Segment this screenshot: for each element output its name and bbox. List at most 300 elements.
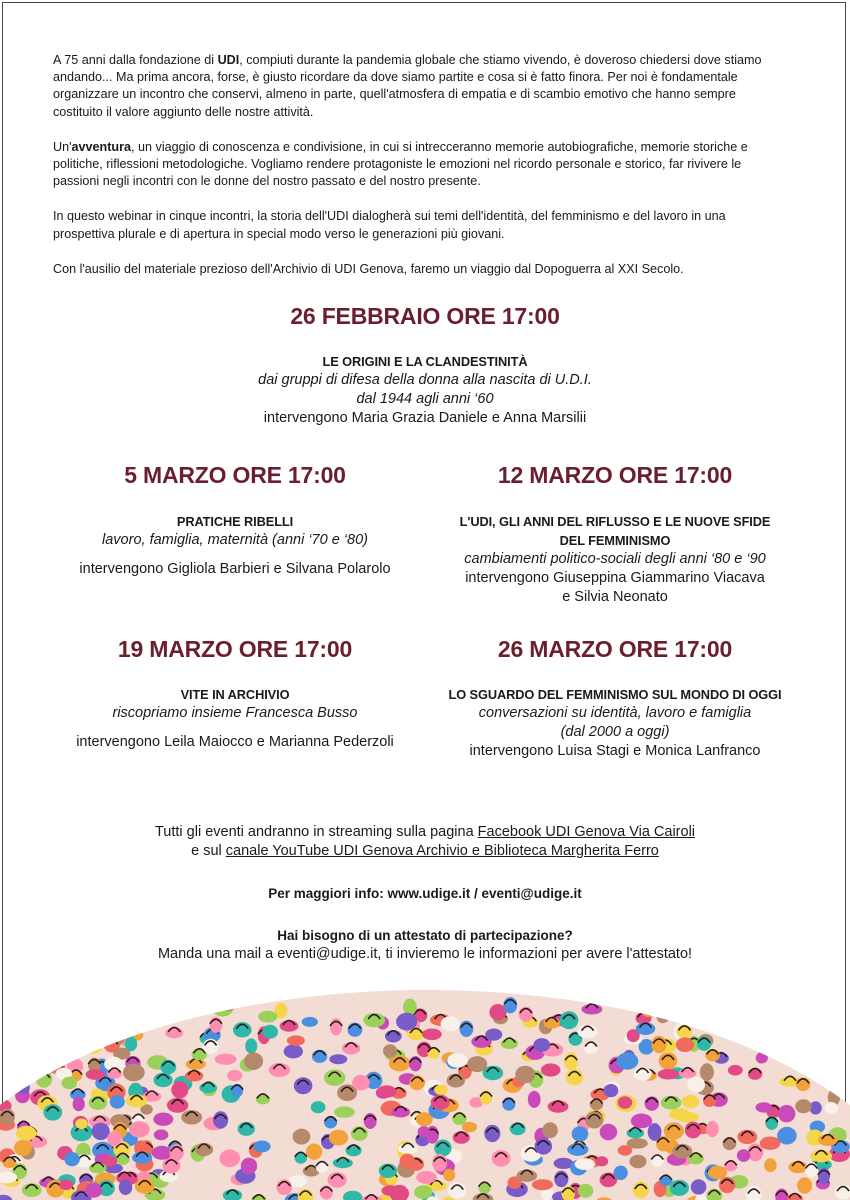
- crowd-head: [82, 1000, 96, 1016]
- crowd-head: [403, 999, 417, 1016]
- crowd-head: [701, 1008, 721, 1020]
- crowd-head: [132, 997, 152, 1015]
- crowd-head: [67, 1039, 80, 1055]
- crowd-head: [64, 1152, 79, 1166]
- crowd-head: [452, 1112, 466, 1125]
- crowd-head: [129, 1121, 150, 1137]
- crowd-head: [582, 1004, 603, 1014]
- crowd-hair: [830, 1020, 842, 1025]
- crowd-head: [244, 1052, 263, 1070]
- crowd-head: [641, 1003, 657, 1017]
- crowd-head: [329, 1130, 348, 1146]
- crowd-hair: [84, 1012, 96, 1017]
- crowd-head: [346, 1145, 362, 1157]
- crowd-head: [756, 1052, 768, 1063]
- crowd-head: [27, 1002, 40, 1015]
- crowd-head: [669, 1008, 681, 1021]
- crowd-head: [800, 999, 815, 1012]
- crowd-head: [694, 1010, 709, 1021]
- crowd-head: [813, 1072, 826, 1082]
- crowd-head: [120, 1005, 137, 1019]
- event-1-title: LE ORIGINI E LA CLANDESTINITÀ: [322, 354, 528, 369]
- crowd-head: [85, 1031, 98, 1043]
- crowd-head: [383, 1044, 397, 1057]
- crowd-head: [287, 1035, 305, 1045]
- crowd-head: [54, 1042, 68, 1056]
- crowd-head: [416, 1171, 437, 1184]
- crowd-head: [186, 1059, 206, 1070]
- crowd-head: [185, 1070, 203, 1081]
- crowd-head: [107, 1068, 122, 1078]
- crowd-head: [777, 1127, 797, 1145]
- event-5-title: LO SGUARDO DEL FEMMINISMO SUL MONDO DI OGGI: [448, 687, 782, 702]
- crowd-hair: [55, 1044, 67, 1049]
- crowd-head: [533, 1038, 550, 1052]
- event-3-subtitle: cambiamenti politico-sociali degli anni ‘80 e ‘90: [464, 551, 766, 567]
- crowd-head: [669, 1108, 690, 1120]
- crowd-head: [377, 1085, 397, 1097]
- crowd-hair: [723, 1020, 735, 1025]
- crowd-head: [797, 1177, 812, 1193]
- crowd-head: [732, 1021, 744, 1036]
- crowd-head: [86, 1069, 105, 1080]
- crowd-head: [329, 1054, 347, 1064]
- crowd-head: [311, 1101, 326, 1113]
- event-1-speakers: intervengono Maria Grazia Daniele e Anna Marsilii: [263, 410, 587, 426]
- crowd-hair: [26, 1007, 38, 1012]
- crowd-head: [815, 1031, 833, 1042]
- crowd-head: [617, 1053, 639, 1070]
- crowd-hair: [732, 1023, 744, 1028]
- crowd-head: [381, 1185, 400, 1196]
- crowd-hair: [9, 1036, 21, 1041]
- crowd-head: [723, 1137, 737, 1150]
- crowd-head: [333, 1158, 353, 1168]
- crowd-head: [614, 1166, 628, 1180]
- event-1: [0, 352, 850, 428]
- crowd-head: [131, 1016, 145, 1032]
- crowd-head: [104, 1038, 120, 1053]
- crowd-head: [596, 1156, 608, 1166]
- crowd-head: [28, 1060, 50, 1072]
- crowd-head: [73, 1036, 87, 1052]
- crowd-hair: [146, 1000, 158, 1005]
- crowd-head: [199, 1083, 217, 1094]
- certificate-info: [0, 926, 850, 964]
- crowd-hair: [106, 1036, 118, 1041]
- crowd-head: [804, 1063, 820, 1077]
- crowd-head: [146, 998, 158, 1014]
- crowd-head: [125, 1037, 137, 1051]
- crowd-hair: [801, 1060, 813, 1065]
- crowd-hair: [66, 1032, 78, 1037]
- crowd-head: [434, 1085, 448, 1095]
- crowd-head: [83, 1038, 103, 1053]
- crowd-hair: [11, 1033, 23, 1038]
- crowd-hair: [27, 1038, 39, 1043]
- crowd-hair: [759, 1021, 771, 1026]
- crowd-head: [443, 1169, 455, 1182]
- crowd-hair: [123, 1006, 135, 1011]
- crowd-head: [41, 1007, 58, 1021]
- crowd-head: [110, 1095, 125, 1109]
- crowd-head: [567, 1143, 588, 1156]
- crowd-head: [640, 998, 660, 1015]
- crowd-head: [422, 1029, 442, 1041]
- crowd-head: [312, 1050, 327, 1063]
- crowd-head: [15, 1039, 30, 1057]
- certificate-question: Hai bisogno di un attestato di partecipazione?: [277, 928, 573, 943]
- intro-paragraph-2: Un'avventura, un viaggio di conoscenza e condivisione, in cui si intrecceranno memorie autobiografiche, memorie storiche e politiche, riflessioni metodologiche. Vogliamo rendere protagoniste le emozioni nel ricordo personale e storico, far rivivere le passioni negli incontri con le donne del nostro passato e del nostro presente.: [53, 139, 748, 189]
- crowd-head: [75, 1119, 87, 1130]
- crowd-head: [28, 1011, 50, 1025]
- event-3-title: L'UDI, GLI ANNI DEL RIFLUSSO E LE NUOVE SFIDE: [459, 514, 771, 529]
- crowd-head: [825, 1102, 838, 1114]
- crowd-head: [761, 1036, 782, 1052]
- crowd-head: [73, 1097, 85, 1112]
- crowd-head: [59, 1179, 73, 1190]
- crowd-head: [627, 1128, 645, 1138]
- crowd-head: [657, 1011, 669, 1023]
- crowd-head: [810, 1150, 832, 1163]
- crowd-head: [80, 1012, 100, 1024]
- crowd-head: [809, 1046, 830, 1064]
- event-4-subtitle: riscopriamo insieme Francesca Busso: [112, 705, 358, 721]
- crowd-hair: [71, 1014, 83, 1019]
- crowd-head: [10, 1066, 23, 1080]
- crowd-head: [10, 1068, 32, 1084]
- crowd-head: [103, 1156, 117, 1167]
- crowd-head: [700, 1063, 714, 1081]
- crowd-head: [769, 1021, 788, 1036]
- crowd-head: [334, 1106, 355, 1117]
- event-5-period: (dal 2000 a oggi): [560, 724, 670, 740]
- event-4-date: 19 MARZO ORE 17:00: [117, 636, 353, 662]
- crowd-head: [575, 1158, 595, 1170]
- crowd-head: [673, 1011, 692, 1022]
- crowd-hair: [64, 1004, 76, 1009]
- crowd-head: [462, 1122, 477, 1132]
- event-3-date: 12 MARZO ORE 17:00: [497, 462, 733, 488]
- crowd-hair: [124, 1029, 136, 1034]
- crowd-head: [760, 1137, 781, 1150]
- crowd-head: [604, 1084, 619, 1097]
- crowd-hair: [86, 1031, 98, 1036]
- crowd-hair: [33, 1013, 45, 1018]
- crowd-head: [447, 1053, 468, 1068]
- crowd-head: [517, 1170, 538, 1182]
- crowd-head: [414, 1185, 432, 1199]
- event-4-title: VITE IN ARCHIVIO: [180, 687, 290, 702]
- crowd-hair: [821, 1016, 833, 1021]
- event-1-date: 26 FEBBRAIO ORE 17:00: [290, 303, 560, 329]
- intro-paragraph-1: A 75 anni dalla fondazione di UDI, compiuti durante la pandemia globale che stiamo vivendo, è doveroso chiedersi dove stiamo andando... Ma prima ancora, forse, è giusto ricordare da dove siamo partite e cosa si è fatto finora. Per noi è fondamentale organizzare un incontro che conservi, almeno in parte, quell'atmosfera di empatia e di scambio emotivo che hanno sempre costituito il valore aggiunto delle nostre attività.: [53, 53, 762, 119]
- crowd-head: [253, 1141, 270, 1153]
- crowd-head: [541, 1063, 561, 1076]
- crowd-head: [827, 1018, 845, 1032]
- crowd-head: [542, 1122, 557, 1138]
- crowd-head: [501, 1038, 518, 1049]
- crowd-head: [241, 1158, 257, 1175]
- crowd-head: [154, 1129, 169, 1140]
- crowd-head: [195, 1143, 213, 1156]
- crowd-hair: [87, 1041, 99, 1046]
- crowd-head: [600, 1124, 618, 1140]
- crowd-head: [841, 1042, 850, 1055]
- event-4-speakers: intervengono Leila Maiocco e Marianna Pederzoli: [76, 734, 394, 750]
- crowd-head: [119, 1179, 132, 1195]
- crowd-head: [125, 999, 145, 1017]
- event-2-subtitle: lavoro, famiglia, maternità (anni ‘70 e ‘80): [102, 532, 368, 548]
- crowd-hair: [814, 1049, 826, 1054]
- crowd-head: [220, 1149, 241, 1167]
- facebook-link[interactable]: Facebook UDI Genova Via Cairoli: [477, 824, 696, 840]
- crowd-head: [85, 1183, 102, 1197]
- crowd-hair: [51, 1062, 63, 1067]
- crowd-head: [633, 1067, 651, 1080]
- crowd-head: [648, 1123, 662, 1141]
- crowd-head: [636, 1022, 656, 1035]
- crowd-head: [98, 999, 118, 1015]
- event-3: [400, 512, 830, 607]
- crowd-head: [132, 1152, 152, 1164]
- crowd-head: [797, 1045, 815, 1059]
- crowd-hair: [695, 1010, 707, 1015]
- contact-info: Per maggiori info: www.udige.it / eventi@udige.it: [268, 886, 582, 901]
- crowd-head: [797, 1058, 818, 1073]
- crowd-head: [485, 1029, 502, 1041]
- event-5: [400, 685, 830, 761]
- event-5-date: 26 MARZO ORE 17:00: [497, 636, 733, 662]
- crowd-head: [0, 1070, 15, 1084]
- crowd-head: [227, 1070, 242, 1081]
- crowd-hair: [102, 1002, 114, 1007]
- crowd-head: [716, 1003, 728, 1020]
- crowd-hair: [705, 1009, 717, 1014]
- crowd-head: [779, 1009, 797, 1021]
- crowd-head: [8, 1033, 23, 1051]
- crowd-head: [631, 1114, 652, 1129]
- crowd-head: [116, 1153, 130, 1165]
- event-3-speakers-2: e Silvia Neonato: [562, 589, 668, 605]
- crowd-head: [400, 1154, 415, 1169]
- intro-text: [53, 52, 788, 296]
- crowd-head: [757, 1020, 773, 1032]
- crowd-head: [532, 1179, 553, 1190]
- crowd-head: [92, 1123, 110, 1140]
- crowd-head: [61, 1001, 78, 1018]
- crowd-head: [584, 1041, 599, 1054]
- crowd-head: [352, 1075, 370, 1091]
- crowd-head: [152, 1146, 172, 1160]
- crowd-head: [618, 1096, 632, 1109]
- crowd-head: [14, 1140, 32, 1156]
- crowd-hair: [657, 1012, 669, 1017]
- crowd-head: [728, 1065, 743, 1076]
- crowd-head: [578, 1184, 594, 1198]
- crowd-head: [572, 1126, 589, 1141]
- crowd-head: [398, 1144, 418, 1154]
- crowd-head: [107, 1131, 121, 1146]
- crowd-head: [691, 1179, 707, 1194]
- crowd-head: [36, 1070, 53, 1088]
- crowd-head: [16, 1126, 37, 1141]
- event-2: [20, 512, 450, 579]
- crowd-head: [818, 1134, 838, 1146]
- crowd-head: [66, 1030, 80, 1047]
- crowd-head: [822, 1035, 835, 1045]
- crowd-head: [17, 1081, 30, 1094]
- crowd-head: [627, 1138, 648, 1149]
- crowd-head: [816, 1018, 831, 1028]
- crowd-head: [719, 1018, 740, 1034]
- crowd-head: [778, 1105, 796, 1122]
- crowd-head: [215, 1054, 237, 1065]
- crowd-head: [64, 1013, 78, 1025]
- crowd-hair: [0, 1097, 6, 1102]
- crowd-head: [795, 1099, 811, 1113]
- crowd-hair: [17, 1042, 29, 1047]
- crowd-hair: [138, 1006, 150, 1011]
- crowd-hair: [59, 1021, 71, 1026]
- crowd-head: [40, 1049, 57, 1063]
- crowd-hair: [839, 1006, 850, 1011]
- crowd-hair: [122, 1010, 134, 1015]
- crowd-head: [306, 1144, 322, 1160]
- crowd-head: [835, 1004, 850, 1018]
- crowd-hair: [28, 1004, 40, 1009]
- crowd-hair: [817, 1031, 829, 1036]
- crowd-head: [133, 1003, 154, 1019]
- crowd-head: [28, 1041, 47, 1053]
- crowd-hair: [766, 1039, 778, 1044]
- crowd-head: [706, 1121, 719, 1137]
- intro-paragraph-4: Con l'ausilio del materiale prezioso dell'Archivio di UDI Genova, faremo un viaggio dal Dopoguerra al XXI Secolo.: [53, 261, 684, 276]
- crowd-hair: [33, 1060, 45, 1065]
- crowd-head: [630, 1155, 647, 1169]
- crowd-head: [748, 1068, 762, 1080]
- crowd-head: [280, 1020, 299, 1031]
- crowd-head: [651, 1154, 664, 1167]
- crowd-head: [658, 1069, 679, 1080]
- crowd-head: [9, 1030, 25, 1047]
- crowd-head: [104, 999, 123, 1016]
- crowd-head: [122, 1010, 135, 1021]
- crowd-hair: [223, 1000, 235, 1005]
- crowd-head: [64, 1032, 81, 1044]
- crowd-head: [385, 1030, 402, 1042]
- crowd-head: [833, 999, 848, 1015]
- event-5-speakers: intervengono Luisa Stagi e Monica Lanfranco: [469, 743, 761, 759]
- crowd-head: [89, 1163, 107, 1174]
- crowd-head: [9, 1011, 22, 1029]
- crowd-head: [676, 1037, 694, 1052]
- crowd-head: [418, 1126, 430, 1137]
- event-1-period: dal 1944 agli anni ‘60: [356, 391, 494, 407]
- crowd-hair: [108, 1002, 120, 1007]
- crowd-head: [245, 1038, 257, 1053]
- crowd-head: [543, 1017, 560, 1028]
- crowd-head: [171, 1081, 188, 1099]
- crowd-hair: [814, 1071, 826, 1076]
- crowd-head: [764, 1158, 777, 1172]
- crowd-head: [823, 1070, 842, 1087]
- crowd-head: [231, 1084, 243, 1097]
- crowd-hair: [843, 1044, 850, 1049]
- crowd-head: [515, 1066, 535, 1084]
- crowd-head: [679, 1068, 697, 1078]
- crowd-head: [324, 1116, 337, 1128]
- event-5-subtitle: conversazioni su identità, lavoro e famiglia: [478, 705, 752, 721]
- crowd-head: [58, 1022, 72, 1032]
- streaming-info: Tutti gli eventi andranno in streaming sulla pagina Facebook UDI Genova Via Cairoli e sul canale YouTube UDI Genova Archivio e Biblioteca Margherita Ferro: [154, 824, 696, 859]
- crowd-figures: [0, 985, 850, 1200]
- event-2-title: PRATICHE RIBELLI: [176, 514, 294, 529]
- crowd-hair: [822, 1035, 834, 1040]
- crowd-hair: [9, 1014, 21, 1019]
- crowd-head: [284, 1044, 303, 1058]
- intro-paragraph-3: In questo webinar in cinque incontri, la storia dell'UDI dialogherà sui temi dell'identità, del femminismo e del lavoro in una prospettiva plurale e di apertura in special modo verso le generazioni più giovani.: [53, 209, 726, 241]
- crowd-head: [510, 1122, 526, 1135]
- crowd-head: [126, 1094, 147, 1107]
- crowd-head: [67, 1015, 87, 1025]
- crowd-head: [21, 1005, 43, 1019]
- event-2-speakers: intervengono Gigliola Barbieri e Silvana Polarolo: [79, 561, 391, 577]
- crowd-head: [101, 1030, 121, 1041]
- crowd-head: [293, 1129, 311, 1145]
- crowd-head: [737, 1149, 750, 1162]
- crowd-head: [453, 1131, 470, 1144]
- crowd-head: [302, 1017, 318, 1027]
- crowd-head: [262, 1025, 278, 1039]
- crowd-head: [165, 1028, 183, 1039]
- crowd-head: [756, 1102, 773, 1112]
- crowd-hair: [31, 1042, 43, 1047]
- certificate-instructions: Manda una mail a eventi@udige.it, ti invieremo le informazioni per avere l'attestato!: [157, 946, 693, 962]
- crowd-head: [391, 1107, 410, 1118]
- crowd-head: [528, 1091, 541, 1108]
- crowd-head: [817, 1016, 837, 1027]
- crowd-head: [703, 1094, 716, 1107]
- crowd-hair: [11, 1068, 23, 1073]
- crowd-head: [23, 1038, 43, 1048]
- event-3-speakers: intervengono Giuseppina Giammarino Viacava: [465, 570, 765, 586]
- crowd-hair: [801, 1047, 813, 1052]
- crowd-head: [222, 1000, 236, 1011]
- crowd-head: [62, 1077, 78, 1090]
- crowd-head: [119, 999, 135, 1014]
- crowd-head: [213, 1001, 233, 1016]
- crowd-head: [101, 1011, 118, 1022]
- crowd-head: [123, 1064, 145, 1082]
- crowd-head: [258, 1011, 277, 1023]
- crowd-head: [682, 1095, 699, 1108]
- event-2-date: 5 MARZO ORE 17:00: [124, 462, 346, 488]
- crowd-head: [396, 1013, 417, 1031]
- youtube-link[interactable]: canale YouTube UDI Genova Archivio e Biblioteca Margherita Ferro: [225, 843, 659, 859]
- crowd-head: [708, 1166, 727, 1180]
- crowd-head: [441, 1016, 460, 1031]
- crowd-head: [705, 1049, 720, 1061]
- crowd-hair: [834, 1001, 846, 1006]
- crowd-illustration: [0, 985, 850, 1200]
- crowd-head: [3, 1157, 17, 1168]
- crowd-head: [590, 1099, 603, 1110]
- crowd-head: [548, 1100, 569, 1112]
- crowd-head: [788, 1161, 808, 1173]
- crowd-head: [687, 1077, 705, 1093]
- event-4: [20, 685, 450, 752]
